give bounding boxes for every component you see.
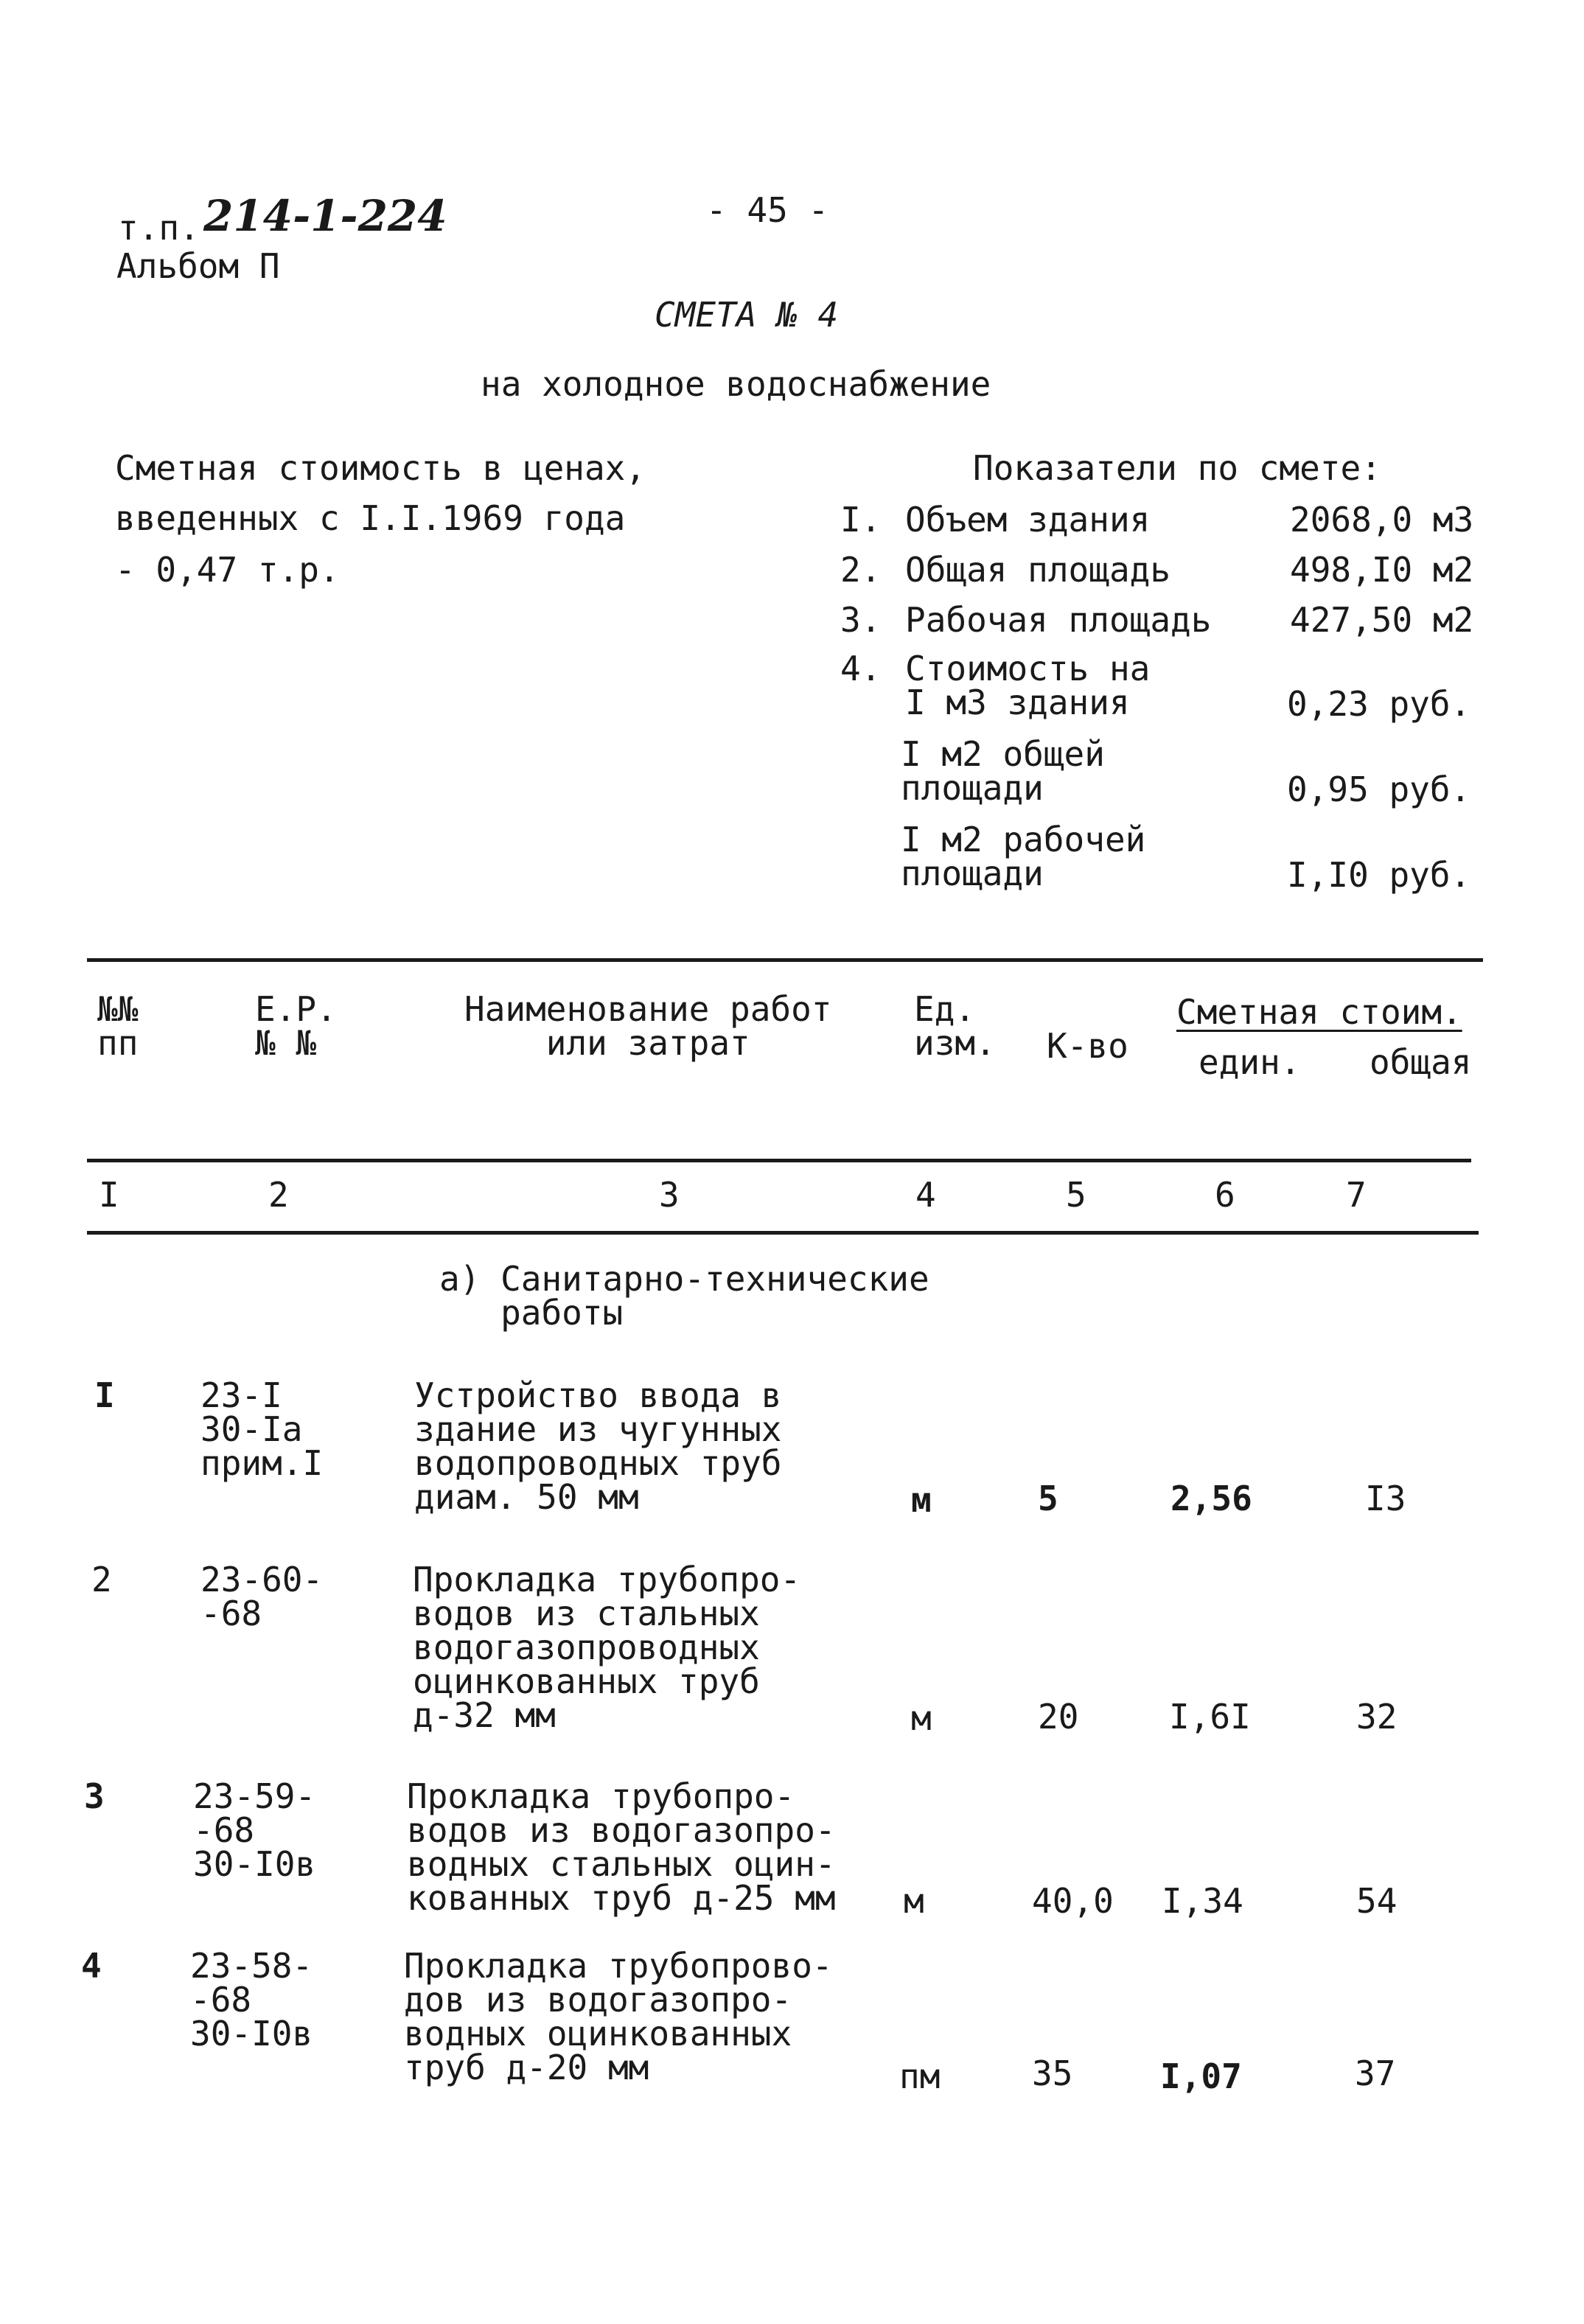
row-unit: м — [911, 1480, 932, 1520]
row-code: 23-58- -68 30-I0в — [190, 1946, 313, 2053]
page-number: - 45 - — [706, 190, 829, 230]
row-code: 23-59- -68 30-I0в — [193, 1776, 316, 1884]
indicator-label: I м2 общей площади — [901, 734, 1105, 808]
indicator-value: 498,I0 м2 — [1290, 550, 1474, 590]
indicator-value: 2068,0 м3 — [1290, 500, 1474, 540]
row-name: Устройство ввода в здание из чугунных водопроводных труб диам. 50 мм — [414, 1375, 782, 1517]
header-col-name: Наименование работ или затрат — [464, 989, 832, 1063]
project-prefix: т.п. — [118, 208, 200, 248]
row-total: 37 — [1355, 2053, 1396, 2093]
indicator-value: 0,23 руб. — [1287, 684, 1471, 724]
section-title: а) Санитарно-технические работы — [439, 1259, 929, 1333]
column-number: 4 — [915, 1175, 936, 1215]
indicator-num: 2. — [840, 550, 882, 590]
row-qty: 40,0 — [1032, 1881, 1114, 1921]
indicator-value: I,I0 руб. — [1287, 855, 1471, 895]
row-total: 54 — [1356, 1881, 1398, 1921]
column-number: 6 — [1215, 1175, 1235, 1215]
row-code: 23-I 30-Iа прим.I — [200, 1375, 324, 1483]
indicator-num: 3. — [840, 600, 882, 640]
row-unit: пм — [899, 2056, 941, 2096]
indicator-value: 0,95 руб. — [1287, 770, 1471, 809]
row-number: 4 — [81, 1946, 102, 1986]
cost-line-2: введенных с I.I.1969 года — [115, 498, 626, 538]
indicator-value: 427,50 м2 — [1290, 600, 1474, 640]
row-total: I3 — [1365, 1479, 1406, 1518]
table-top-rule — [87, 958, 1483, 962]
column-number: I — [99, 1175, 119, 1215]
header-col-unit-cost: един. — [1199, 1042, 1301, 1082]
indicator-label: Общая площадь — [905, 550, 1171, 590]
estimate-title: СМЕТА № 4 — [655, 295, 839, 335]
column-number: 5 — [1066, 1175, 1086, 1215]
cost-line-3: - 0,47 т.р. — [115, 550, 340, 590]
row-unit-cost: I,6I — [1169, 1697, 1251, 1737]
row-qty: 20 — [1038, 1697, 1079, 1737]
indicators-heading: Показатели по смете: — [973, 448, 1381, 488]
row-unit-cost: I,34 — [1162, 1881, 1243, 1921]
header-col-num: №№ пп — [97, 989, 139, 1063]
column-number: 2 — [268, 1175, 289, 1215]
row-unit-cost: I,07 — [1160, 2056, 1242, 2096]
indicator-label: Стоимость на I м3 здания — [905, 649, 1151, 722]
column-numbers-bottom-rule — [87, 1231, 1479, 1235]
header-col-total: общая — [1370, 1042, 1472, 1082]
estimate-subtitle: на холодное водоснабжение — [481, 364, 991, 404]
row-unit-cost: 2,56 — [1170, 1479, 1252, 1518]
row-number: 3 — [84, 1776, 105, 1816]
row-total: 32 — [1356, 1697, 1398, 1737]
indicator-label: Рабочая площадь — [905, 600, 1212, 640]
album-label: Альбом П — [116, 246, 280, 286]
project-number-handwritten: 214-1-224 — [203, 191, 447, 241]
row-number: I — [94, 1375, 115, 1415]
indicator-num: I. — [840, 500, 882, 540]
header-col-code: Е.Р. № № — [255, 989, 337, 1063]
row-name: Прокладка трубопро- водов из стальных водогазопроводных оцинкованных труб д-32 мм — [413, 1560, 801, 1735]
row-code: 23-60- -68 — [200, 1560, 324, 1633]
indicator-label: I м2 рабочей площади — [901, 820, 1146, 893]
row-unit: м — [911, 1698, 932, 1738]
header-col-qty: К-во — [1047, 1026, 1128, 1066]
cost-line-1: Сметная стоимость в ценах, — [115, 448, 646, 488]
row-number: 2 — [91, 1560, 112, 1599]
row-qty: 5 — [1038, 1479, 1058, 1518]
indicator-label: Объем здания — [905, 500, 1151, 540]
row-name: Прокладка трубопрово- дов из водогазопро- водных оцинкованных труб д-20 мм — [404, 1946, 833, 2087]
row-qty: 35 — [1032, 2053, 1073, 2093]
row-unit: м — [904, 1881, 924, 1921]
column-number: 7 — [1346, 1175, 1367, 1215]
row-name: Прокладка трубопро- водов из водогазопро- водных стальных оцин- кованных труб д-25 мм — [407, 1776, 836, 1918]
header-col-unit: Ед. изм. — [914, 989, 996, 1063]
column-numbers-top-rule — [87, 1159, 1471, 1162]
indicator-num: 4. — [840, 649, 882, 688]
column-number: 3 — [659, 1175, 680, 1215]
header-col-cost-group: Сметная стоим. — [1176, 992, 1462, 1032]
